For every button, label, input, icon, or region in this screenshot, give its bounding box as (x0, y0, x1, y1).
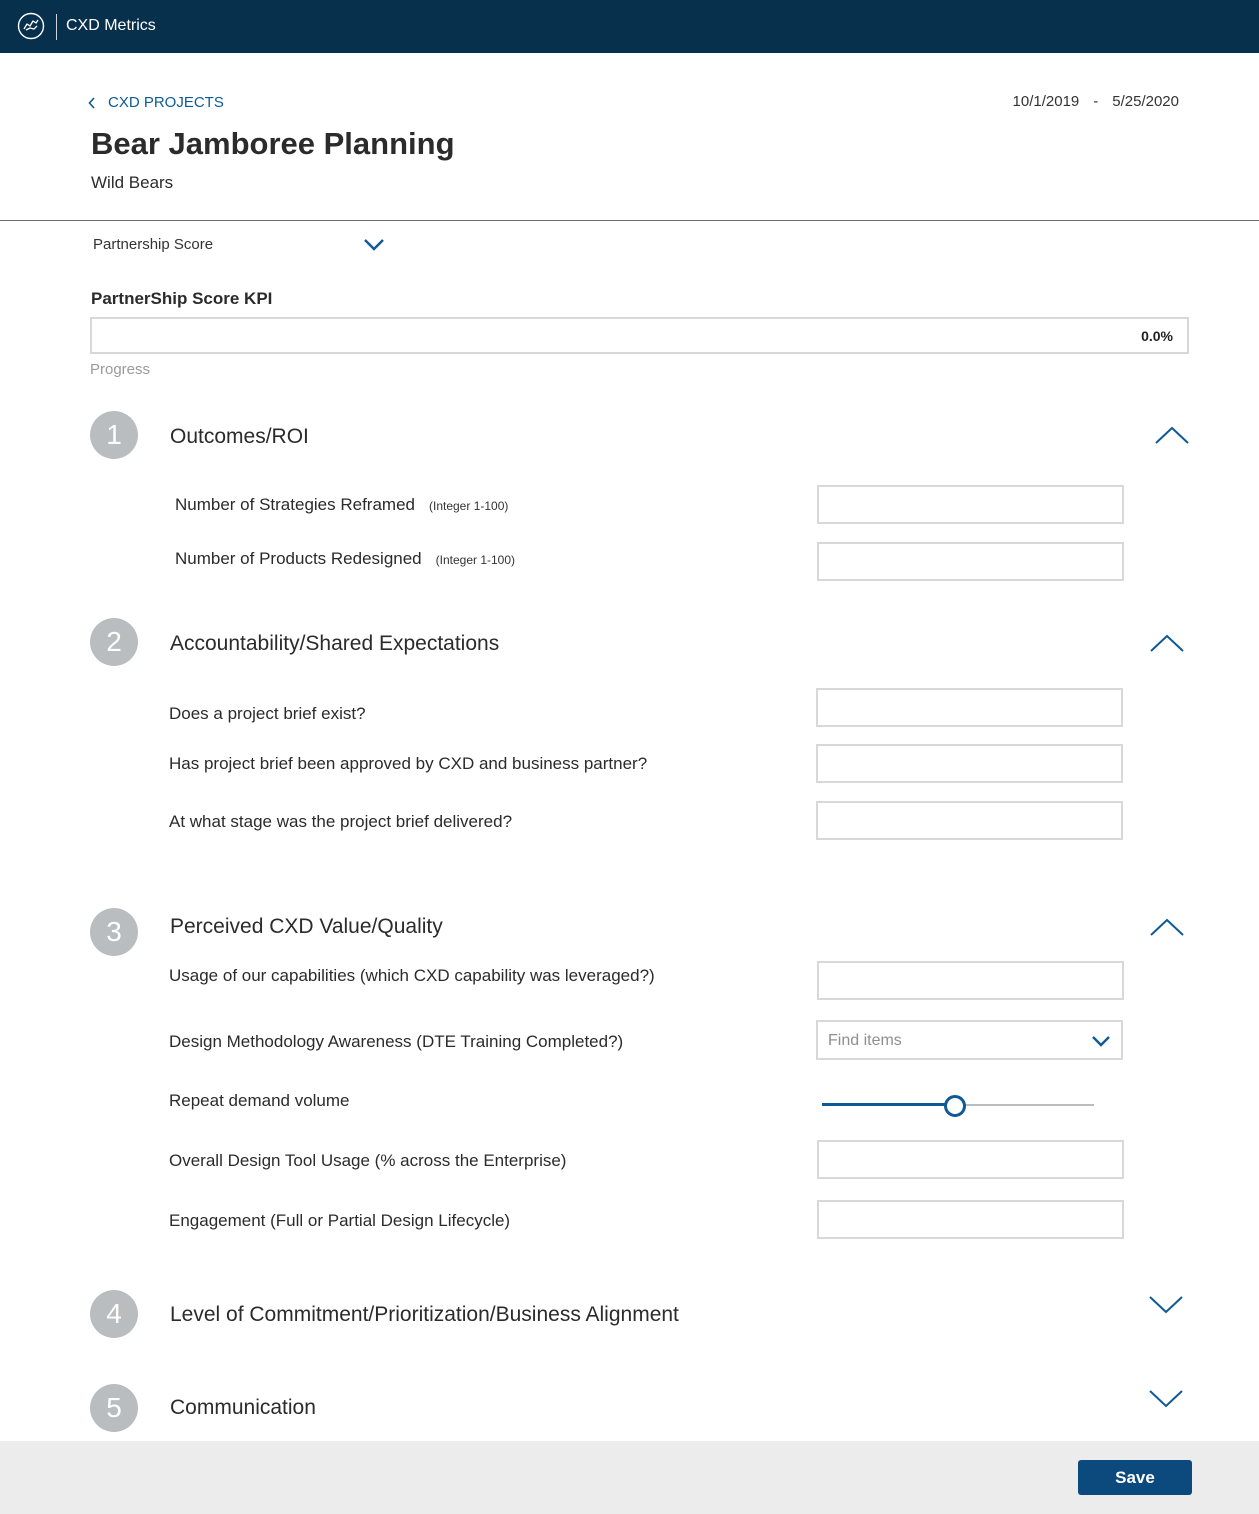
project-subtitle: Wild Bears (91, 173, 174, 192)
save-button[interactable]: Save (1078, 1460, 1192, 1495)
kpi-progress-bar (90, 317, 1189, 354)
chevron-up-icon[interactable] (1149, 917, 1185, 937)
field-label: At what stage was the project brief delivered? (169, 812, 513, 831)
slider-fill (822, 1103, 955, 1106)
app-title: CXD Metrics (66, 17, 156, 34)
score-type-value: Partnership Score (93, 236, 214, 253)
project-brief-approved-input[interactable] (816, 744, 1123, 783)
design-tool-usage-input[interactable] (817, 1140, 1124, 1179)
section-title: Perceived CXD Value/Quality (170, 915, 443, 938)
chevron-up-icon[interactable] (1154, 425, 1190, 445)
dte-training-combobox[interactable] (816, 1020, 1123, 1060)
section-number-badge: 2 (90, 618, 138, 666)
field-label: Repeat demand volume (169, 1091, 350, 1110)
slider-thumb[interactable] (944, 1095, 966, 1117)
section-number-badge: 3 (90, 908, 138, 956)
page-title: Bear Jamboree Planning (91, 126, 455, 161)
logo-divider (56, 14, 57, 40)
breadcrumb-back-link[interactable] (88, 94, 224, 111)
section-title: Level of Commitment/Prioritization/Business Alignment (170, 1303, 679, 1326)
section-title: Accountability/Shared Expectations (170, 632, 500, 655)
field-label: Has project brief been approved by CXD and business partner? (169, 754, 648, 773)
header-divider (0, 220, 1259, 221)
footer-bar (0, 1441, 1259, 1514)
field-label: Engagement (Full or Partial Design Lifecycle) (169, 1211, 511, 1230)
chevron-up-icon[interactable] (1149, 633, 1185, 653)
repeat-demand-slider[interactable] (822, 1094, 1094, 1118)
products-redesigned-input[interactable] (817, 542, 1124, 581)
start-date: 10/1/2019 (1012, 93, 1080, 110)
chevron-down-icon[interactable] (1148, 1389, 1184, 1409)
kpi-title: PartnerShip Score KPI (91, 289, 273, 308)
field-label: Design Methodology Awareness (DTE Training Completed?) (169, 1032, 624, 1051)
field-label: Overall Design Tool Usage (% across the Enterprise) (169, 1151, 567, 1170)
section-title: Communication (170, 1396, 316, 1419)
section-number-badge: 1 (90, 411, 138, 459)
progress-value: 0.0% (1141, 328, 1173, 344)
date-separator: - (1093, 93, 1099, 110)
field-label (175, 549, 515, 569)
section-title: Outcomes/ROI (170, 425, 309, 448)
combobox-placeholder: Find items (828, 1032, 902, 1049)
field-label-text: Number of Strategies Reframed (175, 495, 415, 514)
field-hint: (Integer 1-100) (435, 553, 516, 567)
engagement-input[interactable] (817, 1200, 1124, 1239)
capability-usage-input[interactable] (817, 961, 1124, 1000)
section-number-badge: 5 (90, 1384, 138, 1432)
chevron-down-icon (363, 238, 385, 252)
project-brief-exists-input[interactable] (816, 688, 1123, 727)
chevron-down-icon[interactable] (1148, 1295, 1184, 1315)
brief-delivery-stage-input[interactable] (816, 801, 1123, 840)
field-label: Does a project brief exist? (169, 704, 366, 723)
strategies-reframed-input[interactable] (817, 485, 1124, 524)
section-number-badge: 4 (90, 1290, 138, 1338)
breadcrumb-label: CXD PROJECTS (108, 94, 224, 111)
field-label: Usage of our capabilities (which CXD capability was leveraged?) (169, 966, 655, 985)
date-range (1013, 93, 1179, 110)
field-label-text: Number of Products Redesigned (175, 549, 422, 568)
field-hint: (Integer 1-100) (429, 499, 509, 513)
end-date: 5/25/2020 (1112, 93, 1179, 110)
chevron-left-icon (88, 97, 96, 109)
bear-logo-icon[interactable] (17, 12, 45, 40)
chevron-down-icon (1091, 1035, 1111, 1047)
field-label (175, 495, 508, 515)
top-bar (0, 0, 1259, 53)
progress-label: Progress (90, 361, 151, 378)
score-type-select[interactable] (93, 236, 387, 260)
